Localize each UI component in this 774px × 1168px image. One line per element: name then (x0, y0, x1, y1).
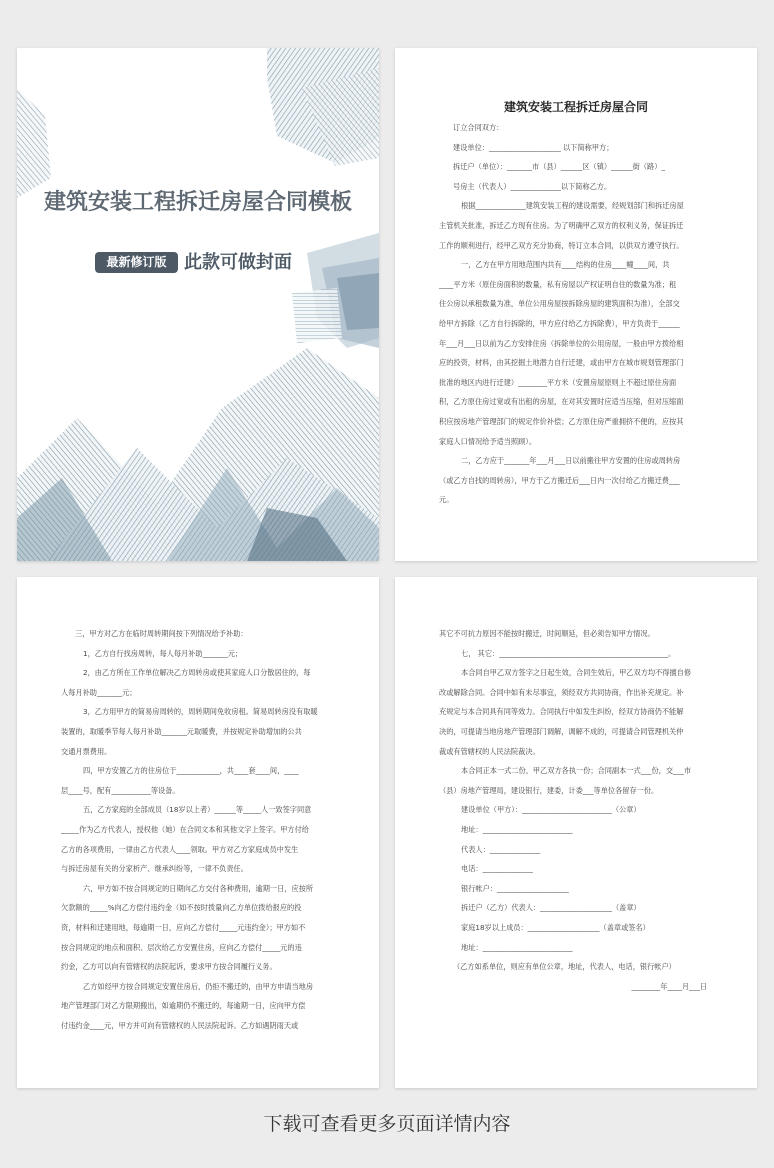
cover-subtitle: 此款可做封面 (184, 252, 292, 273)
contract-line: 住公房以承租数量为准，单位公用房屋按拆除房屋的建筑面积为准），全部交 (439, 299, 680, 309)
contract-line: 人每月补助_______元； (61, 687, 137, 697)
document-page-3 (17, 577, 379, 1088)
contract-line: 拆迁户（单位）：_______市（县）______区（镇）______街（路）_ (453, 162, 666, 172)
edition-badge: 最新修订版 (95, 252, 178, 273)
contract-line: 乙方如经甲方按合同规定安置住房后，仍拒不搬迁的，由甲方申请当地房 (83, 981, 314, 991)
contract-line: 乙方的各项费用，一律由乙方代表人____领取。甲方对乙方家庭成员中发生 (61, 844, 299, 854)
contract-line: 年___月___日以前为乙方安排住房（拆除单位的公用房屋，一般由甲方拨给相 (439, 338, 684, 348)
contract-line: 其它不可抗力原因不能按时搬迁，时间顺延，但必须告知甲方情况。 (439, 629, 655, 638)
contract-line: 拆迁户（乙方）代表人：____________________（盖章） (461, 903, 641, 913)
document-page-4 (395, 577, 757, 1088)
cover-geometric-pattern (17, 48, 379, 561)
contract-line: 代表人：______________ (461, 844, 541, 854)
contract-body-2 (439, 118, 717, 510)
contract-line: 应的投资，材料，由其挖掘土地潜力自行迁建，或由甲方在城市规划管理部门 (439, 358, 684, 368)
contract-line: 本合同正本一式二份，甲乙双方各执一份；合同副本一式___份，交___市 (461, 766, 692, 776)
download-hint[interactable]: 下载可查看更多页面详情内容 (263, 1113, 511, 1135)
document-page-2 (395, 48, 757, 561)
contract-line: 层____号，配有___________等设备。 (61, 785, 180, 795)
contract-line: 与拆迁房屋有关的分家析产、继承纠纷等，一律不负责任。 (61, 864, 248, 874)
contract-line: 主管机关批准，拆迁乙方现有住房。为了明确甲乙双方的权利义务，保证拆迁 (439, 220, 684, 230)
contract-line: 四，甲方安置乙方的住房位于____________，共____套____间，____ (83, 766, 299, 776)
contract-line: 五，乙方家庭的全部成员（18岁以上者）______等_____人一致签字同意 (83, 805, 312, 815)
contract-line: 积应按房地产管理部门的规定作价补偿；乙方原住房严重拥挤不便的，应按其 (439, 416, 684, 426)
contract-line: （乙方如系单位，则应有单位公章，地址，代表人，电话，银行帐户） (453, 962, 676, 972)
contract-line: 元。 (439, 495, 454, 505)
contract-line: 二，乙方应于_______年___月___日以前搬往甲方安置的住房或周转房 (461, 456, 681, 466)
contract-line: 电话：______________ (461, 864, 533, 874)
contract-line: 建设单位：____________________ 以下简称甲方； (453, 142, 614, 152)
cover-title: 建筑安装工程拆迁房屋合同模板 (43, 190, 352, 215)
contract-line: 三，甲方对乙方在临时周转期间按下列情况给予补助： (75, 629, 248, 638)
contract-line: 3，乙方用甲方的简易房周转的，周转期间免收房租。简易周转房没有取暖 (83, 707, 318, 717)
contract-line: 建设单位（甲方）：_________________________（公章） (461, 805, 641, 815)
contract-line: 资，材料和迁建用地，每逾期一日，应向乙方偿付_____元违约金）；甲方如不 (61, 922, 306, 932)
contract-title: 建筑安装工程拆迁房屋合同 (503, 100, 648, 114)
contract-line: 给甲方拆除（乙方自行拆除的，甲方应付给乙方拆除费），甲方负责于______ (439, 318, 680, 328)
contract-line: 按合同规定的地点和面积、层次给乙方安置住房，应向乙方偿付_____元的违 (61, 942, 302, 952)
contract-line: 欠款额的_____%向乙方偿付违约金（如不按时拨量向乙方单位拨给报应的投 (61, 903, 302, 913)
contract-line: 银行帐户：____________________ (461, 883, 569, 893)
contract-line: 充规定与本合同具有同等效力。合同执行中如发生纠纷，经双方协商仍不能解 (439, 707, 684, 717)
contract-line: （县）房地产管理局，建设银行，建委，计委___等单位各留存一份。 (439, 785, 659, 795)
contract-line: 裁或有管辖权的人民法院裁决。 (439, 746, 540, 756)
contract-line: 地产管理部门对乙方限期搬出，如逾期仍不搬迁的，每逾期一日，应向甲方偿 (61, 1001, 306, 1011)
contract-line: （或乙方自找的周转房），甲方于乙方搬迁后___日内一次付给乙方搬迁费___ (439, 475, 680, 485)
contract-line: 地址：_________________________ (461, 942, 573, 952)
contract-line: 订立合同双方： (453, 123, 504, 132)
contract-line: 地址：_________________________ (461, 824, 573, 834)
contract-line: 改或解除合同。合同中如有未尽事宜，须经双方共同协商，作出补充规定。补 (439, 687, 684, 697)
contract-line: 约金，乙方可以向有管辖权的法院起诉，要求甲方按合同履行义务。 (61, 962, 277, 972)
contract-line: 七， 其它：_______________________________________________。 (461, 648, 676, 658)
contract-line: 根据______________建筑安装工程的建设需要，经规划部门和拆迁房屋 (461, 201, 684, 211)
contract-line: ____平方米（原住房面积的数量，私有房屋以产权证明自住的数量为准；租 (439, 279, 677, 289)
contract-line: 家庭18岁以上成员：____________________（盖章或签名） (461, 922, 650, 932)
contract-line: _____作为乙方代表人，授权他（她）在合同文本和其他文字上签字。甲方付给 (61, 824, 309, 834)
contract-line: 积，乙方原住房过宽或有出租的房屋，在对其安置时应适当压缩，但对压缩面 (439, 397, 684, 407)
contract-line: 一，乙方在甲方用地范围内共有____结构的住房____幢____间，共 (461, 260, 670, 270)
contract-line: 六，甲方如不按合同规定的日期向乙方交付各种费用，逾期一日，应按所 (83, 883, 314, 893)
contract-body-4 (439, 624, 717, 996)
contract-line: 装置的，取暖季节每人每月补助_______元取暖费，并按规定补助增加的公共 (61, 726, 302, 736)
contract-line: 批准的地区内进行迁建）________平方米（安置房屋原则上不超过原住房面 (439, 377, 677, 387)
contract-line: 本合同自甲乙双方签字之日起生效，合同生效后，甲乙双方均不得擅自修 (461, 668, 692, 678)
contract-line: 工作的顺利进行，经甲乙双方充分协商，特订立本合同，以供双方遵守执行。 (439, 240, 684, 250)
contract-line: ________年____月___日 (631, 981, 707, 991)
contract-line: 2，由乙方所在工作单位解决乙方周转房或使其家庭人口分散居住的，每 (83, 668, 311, 678)
contract-line: 付违约金____元，甲方并可向有管辖权的人民法院起诉。乙方如遇阴雨天或 (61, 1020, 299, 1030)
cover-page (17, 48, 379, 561)
contract-line: 1，乙方自行找房周转，每人每月补助_______元； (83, 648, 243, 658)
contract-line: 号房主（代表人）______________以下简称乙方。 (453, 181, 612, 191)
contract-body-3 (61, 624, 339, 1035)
contract-line: 家庭人口情况给予适当照顾）。 (439, 436, 537, 446)
contract-line: 决的，可提请当地房地产管理部门调解，调解不成的，可提请合同管理机关仲 (439, 726, 684, 736)
contract-line: 交通月票费用。 (61, 746, 112, 756)
